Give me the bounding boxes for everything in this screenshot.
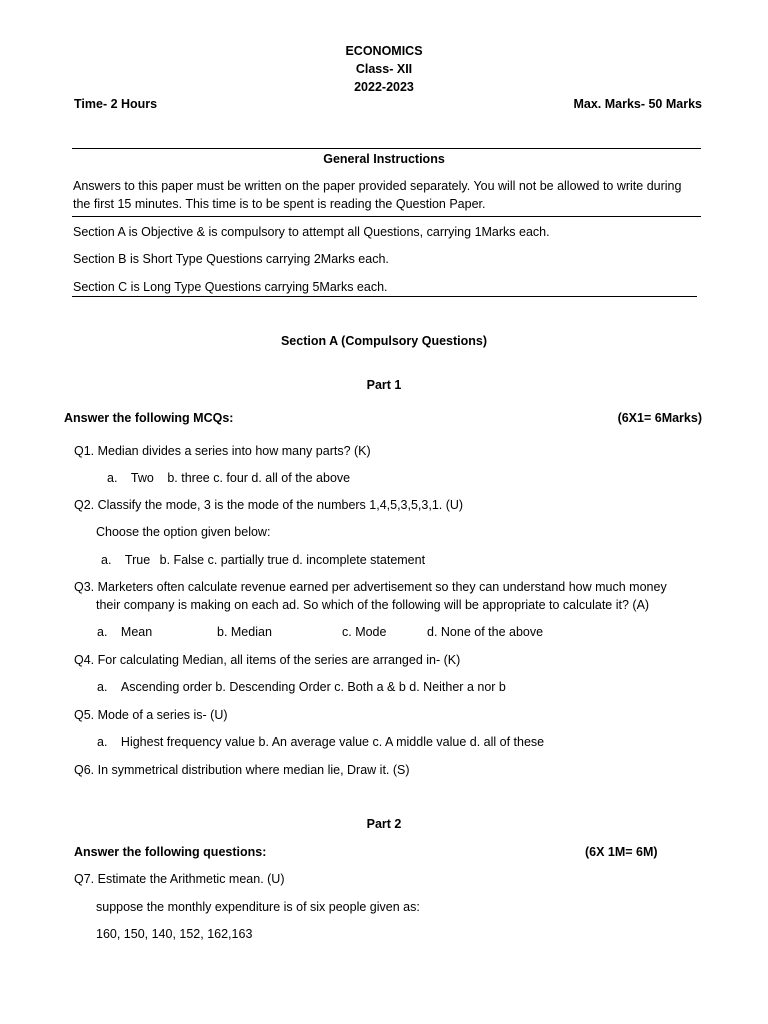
time-label: Time- 2 Hours bbox=[74, 97, 158, 111]
subject-title: ECONOMICS bbox=[345, 44, 423, 58]
question-2-sub: Choose the option given below: bbox=[96, 525, 271, 539]
question-6: Q6. In symmetrical distribution where median lie, Draw it. (S) bbox=[74, 763, 410, 777]
part-2-marks: (6X 1M= 6M) bbox=[585, 845, 658, 859]
question-5-options bbox=[97, 735, 544, 749]
question-4-options bbox=[97, 680, 506, 694]
instructions-bottom-divider bbox=[72, 296, 697, 297]
question-3-options bbox=[97, 625, 152, 639]
option-a: Mean bbox=[120, 625, 153, 639]
part-1-heading: Answer the following MCQs: bbox=[64, 411, 234, 425]
part-2-heading: Answer the following questions: bbox=[74, 845, 267, 859]
question-2-text: Q2. Classify the mode, 3 is the mode of the numbers 1,4,5,3,5,3,1. (U) bbox=[74, 498, 464, 512]
option-label: a. bbox=[97, 680, 108, 694]
option-label: a. bbox=[101, 553, 112, 567]
option-label: a. bbox=[107, 471, 118, 485]
instruction-section-b: Section B is Short Type Questions carrying 2Marks each. bbox=[73, 252, 389, 266]
question-7-values: 160, 150, 140, 152, 162,163 bbox=[96, 927, 253, 941]
options-rest: b. three c. four d. all of the above bbox=[167, 471, 351, 485]
option-a: Two bbox=[130, 471, 154, 485]
question-3-line-2: their company is making on each ad. So which of the following will be appropriate to calculate it? (A) bbox=[96, 598, 650, 612]
part-2-title: Part 2 bbox=[366, 817, 402, 831]
instructions-line-1: Answers to this paper must be written on the paper provided separately. You will not be allowed to write during bbox=[73, 179, 682, 193]
part-1-title: Part 1 bbox=[366, 378, 402, 392]
max-marks-label: Max. Marks- 50 Marks bbox=[573, 97, 702, 111]
question-2-options bbox=[101, 553, 425, 567]
option-label: a. bbox=[97, 735, 108, 749]
question-3-line-1: Q3. Marketers often calculate revenue earned per advertisement so they can understand how much money bbox=[74, 580, 667, 594]
class-label: Class- XII bbox=[355, 62, 413, 76]
instruction-section-a: Section A is Objective & is compulsory to attempt all Questions, carrying 1Marks each. bbox=[73, 225, 550, 239]
instructions-divider bbox=[72, 216, 701, 217]
question-7-sub: suppose the monthly expenditure is of six people given as: bbox=[96, 900, 420, 914]
session-label: 2022-2023 bbox=[354, 80, 414, 94]
option-a: True bbox=[124, 553, 151, 567]
instruction-section-c: Section C is Long Type Questions carrying 5Marks each. bbox=[73, 280, 388, 294]
options-text: Highest frequency value b. An average value c. A middle value d. all of these bbox=[120, 735, 545, 749]
option-b: b. Median bbox=[217, 625, 272, 639]
option-c: c. Mode bbox=[342, 625, 387, 639]
options-text: Ascending order b. Descending Order c. Both a & b d. Neither a nor b bbox=[120, 680, 506, 694]
instructions-line-2: the first 15 minutes. This time is to be spent is reading the Question Paper. bbox=[73, 197, 486, 211]
header-divider bbox=[72, 148, 701, 149]
question-1: Q1. Median divides a series into how many parts? (K) bbox=[74, 444, 371, 458]
question-4: Q4. For calculating Median, all items of the series are arranged in- (K) bbox=[74, 653, 461, 667]
instructions-title: General Instructions bbox=[323, 152, 445, 166]
question-1-options bbox=[107, 471, 350, 485]
question-5: Q5. Mode of a series is- (U) bbox=[74, 708, 228, 722]
section-a-title: Section A (Compulsory Questions) bbox=[280, 334, 488, 348]
part-1-marks: (6X1= 6Marks) bbox=[617, 411, 702, 425]
option-d: d. None of the above bbox=[427, 625, 544, 639]
options-rest: b. False c. partially true d. incomplete statement bbox=[159, 553, 426, 567]
option-label: a. bbox=[97, 625, 108, 639]
question-7: Q7. Estimate the Arithmetic mean. (U) bbox=[74, 872, 285, 886]
